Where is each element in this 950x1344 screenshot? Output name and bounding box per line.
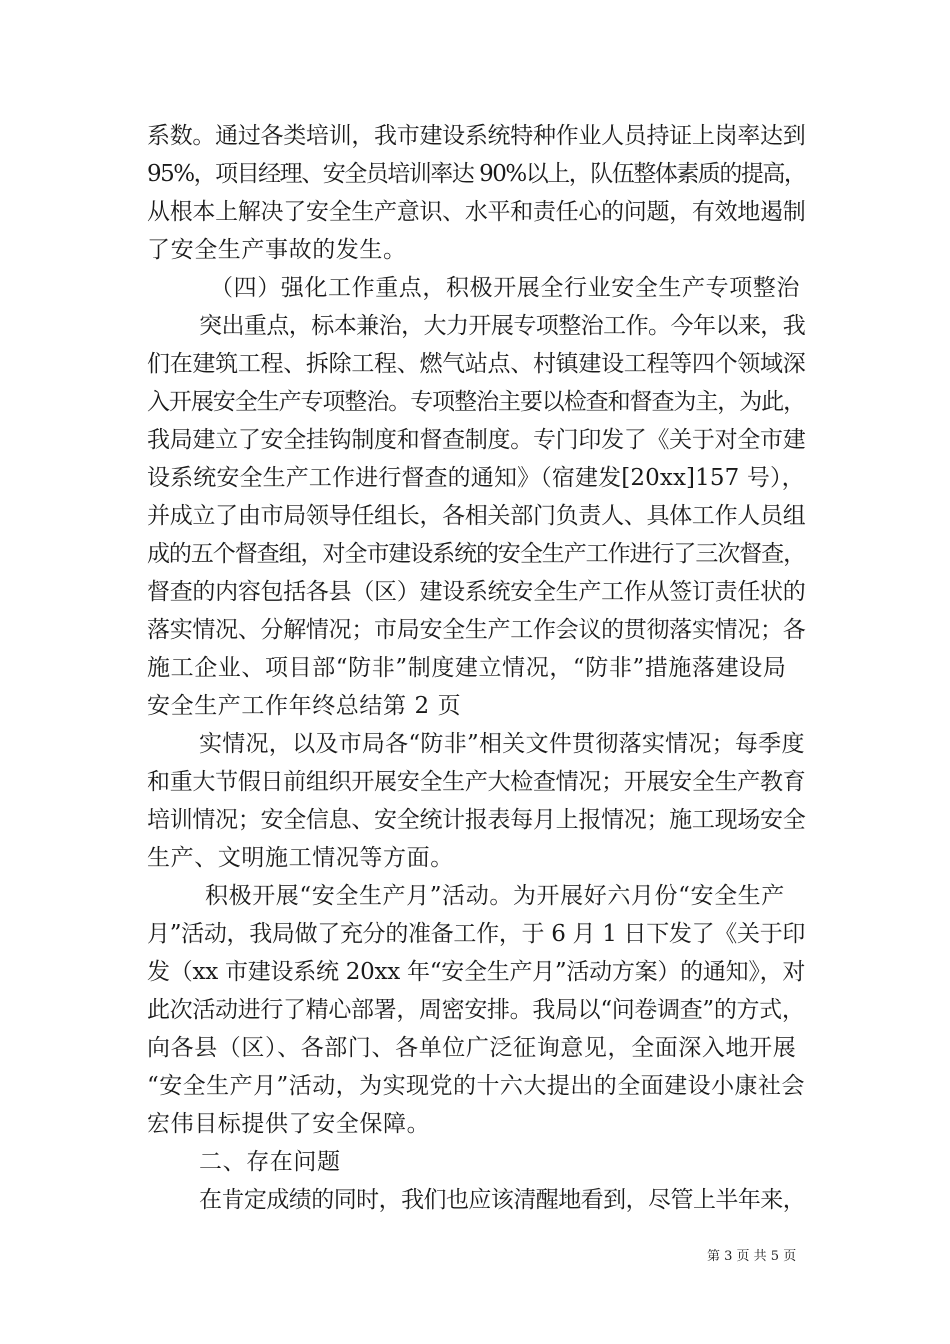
text-line: 成的五个督查组，对全市建设系统的安全生产工作进行了三次督查，: [147, 541, 805, 567]
text-line: 生产、文明施工情况等方面。: [147, 845, 454, 871]
text-line: 此次活动进行了精心部署，周密安排。我局以“问卷调查”的方式，: [147, 997, 805, 1023]
text-line: 并成立了由市局领导任组长，各相关部门负责人、具体工作人员组: [147, 503, 806, 529]
text-line: 施工企业、项目部“防非”制度建立情况，“防非”措施落建设局: [147, 655, 787, 681]
text-line: 设系统安全生产工作进行督查的通知》（宿建发[20xx]157 号），: [147, 465, 805, 491]
text-line: 积极开展“安全生产月”活动。为开展好六月份“安全生产: [205, 883, 785, 909]
text-line: 了安全生产事故的发生。: [147, 237, 407, 263]
text-line: 们在建筑工程、拆除工程、燃气站点、村镇建设工程等四个领域深: [147, 351, 806, 377]
text-line: 宏伟目标提供了安全保障。: [147, 1111, 431, 1137]
text-line: 我局建立了安全挂钩制度和督查制度。专门印发了《关于对全市建: [147, 427, 806, 453]
text-line: 入开展安全生产专项整治。专项整治主要以检查和督查为主，为此，: [147, 389, 805, 415]
text-line: 95%，项目经理、安全员培训率达 90%以上，队伍整体素质的提高，: [147, 161, 806, 187]
text-line: 从根本上解决了安全生产意识、水平和责任心的问题，有效地遏制: [147, 199, 806, 225]
page-number: 第 3 页 共 5 页: [707, 1249, 797, 1264]
text-line: 安全生产工作年终总结第 2 页: [147, 693, 462, 719]
text-line: 在肯定成绩的同时，我们也应该清醒地看到，尽管上半年来，: [199, 1187, 806, 1213]
text-line: 培训情况；安全信息、安全统计报表每月上报情况；施工现场安全: [147, 807, 806, 833]
text-line: 落实情况、分解情况；市局安全生产工作会议的贯彻落实情况；各: [147, 617, 806, 643]
text-line: “安全生产月”活动，为实现党的十六大提出的全面建设小康社会: [147, 1073, 805, 1099]
text-line: 向各县（区）、各部门、各单位广泛征询意见，全面深入地开展: [147, 1035, 797, 1061]
section-heading: （四）强化工作重点，积极开展全行业安全生产专项整治: [210, 275, 800, 301]
text-line: 发（xx 市建设系统 20xx 年“安全生产月”活动方案）的通知》，对: [147, 959, 806, 985]
section-heading: 二、存在问题: [199, 1149, 341, 1175]
text-line: 督查的内容包括各县（区）建设系统安全生产工作从签订责任状的: [147, 579, 806, 605]
text-line: 实情况，以及市局各“防非”相关文件贯彻落实情况；每季度: [199, 731, 805, 757]
text-line: 和重大节假日前组织开展安全生产大检查情况；开展安全生产教育: [147, 769, 806, 795]
text-line: 月”活动，我局做了充分的准备工作，于 6 月 1 日下发了《关于印: [147, 921, 806, 947]
text-line: 系数。通过各类培训，我市建设系统特种作业人员持证上岗率达到: [147, 123, 806, 149]
text-line: 突出重点，标本兼治，大力开展专项整治工作。今年以来，我: [199, 313, 806, 339]
